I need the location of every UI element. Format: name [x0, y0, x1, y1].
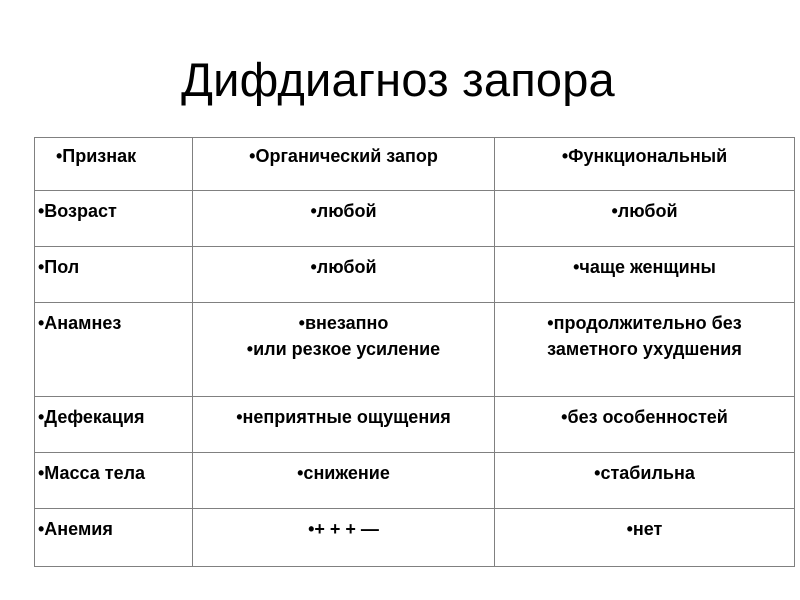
organic-cell — [193, 191, 495, 247]
sign-cell: •Пол — [35, 247, 193, 303]
cell-line: •или резкое усиление — [246, 339, 441, 359]
cell-line: •снижение — [297, 463, 390, 483]
cell-line: •любой — [310, 257, 377, 277]
functional-cell — [495, 453, 795, 509]
table-row-anemia — [35, 509, 795, 567]
table-row-body-mass — [35, 453, 795, 509]
cell-line: •внезапно — [298, 313, 389, 333]
cell-line: •чаще женщины — [573, 257, 716, 277]
header-cell-organic: •Органический запор — [193, 138, 495, 191]
cell-line: •любой — [611, 201, 678, 221]
organic-cell — [193, 303, 495, 397]
organic-cell — [193, 509, 495, 567]
cell-line: •нет — [626, 519, 663, 539]
sign-cell: •Дефекация — [35, 397, 193, 453]
table-header-row — [35, 138, 795, 191]
sign-cell: •Масса тела — [35, 453, 193, 509]
table-row-sex — [35, 247, 795, 303]
header-cell-functional: •Функциональный — [495, 138, 795, 191]
table-row-defecation — [35, 397, 795, 453]
slide-title-text: Дифдиагноз запора — [181, 53, 615, 106]
differential-diagnosis-table — [34, 137, 795, 567]
functional-cell — [495, 509, 795, 567]
cell-line: •неприятные ощущения — [236, 407, 451, 427]
functional-cell — [495, 247, 795, 303]
organic-cell — [193, 247, 495, 303]
cell-line: •любой — [310, 201, 377, 221]
slide-title — [0, 52, 800, 107]
organic-cell — [193, 397, 495, 453]
sign-cell: •Анамнез — [35, 303, 193, 397]
functional-cell — [495, 303, 795, 397]
sign-cell: •Возраст — [35, 191, 193, 247]
functional-cell — [495, 397, 795, 453]
cell-line: •без особенностей — [561, 407, 728, 427]
table-row-age — [35, 191, 795, 247]
cell-line: •стабильна — [594, 463, 695, 483]
sign-cell: •Анемия — [35, 509, 193, 567]
organic-cell — [193, 453, 495, 509]
functional-cell — [495, 191, 795, 247]
table-row-anamnesis — [35, 303, 795, 397]
cell-line: •продолжительно без — [547, 313, 742, 333]
cell-line: заметного ухудшения — [547, 339, 742, 359]
header-cell-sign: •Признак — [35, 138, 193, 191]
cell-line: •+ + + — — [308, 519, 379, 539]
